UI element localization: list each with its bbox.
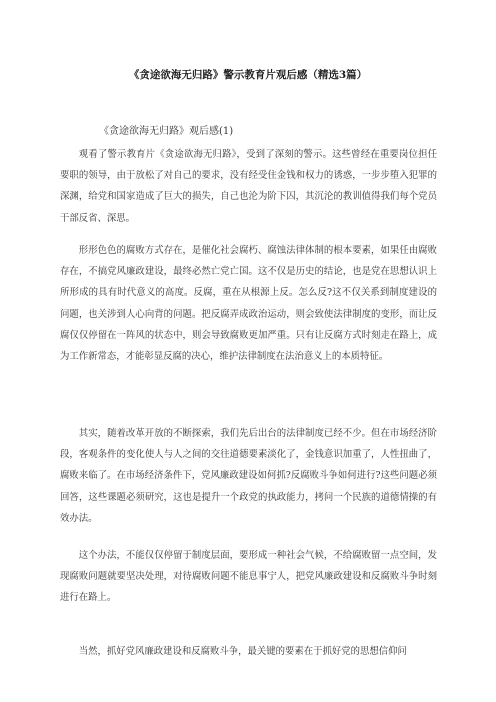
section-heading: 《贪途欲海无归路》观后感(1): [99, 126, 234, 137]
document-title: 《贪途欲海无归路》警示教育片观后感（精选3篇）: [128, 69, 368, 81]
body-paragraph: 其实，随着改革开放的不断探索，我们先后出台的法律制度已经不少。但在市场经济阶段，客观条件的变化使人与人之间的交往道德要素淡化了，金钱意识加重了，人性扭曲了，腐败来临了。在市场经济条件下，党风廉政建设如何抓?反腐败斗争如何进行?这些问题必须回答，这些课题必须研究，这也是提升一个政党的执政能力，拷问一个民族的道德情操的有效办法。: [60, 428, 437, 524]
body-paragraph: 这个办法，不能仅仅停留于制度层面，要形成一种社会气候，不给腐败留一点空间，发现腐败问题就要坚决处理，对待腐败问题不能息事宁人，把党风廉政建设和反腐败斗争时刻进行在路上。: [60, 550, 437, 604]
body-paragraph: 形形色色的腐败方式存在，是催化社会腐朽、腐蚀法律体制的根本要素，如果任由腐败存在，不搞党风廉政建设，最终必然亡党亡国。这不仅是历史的结论，也是党在思想认识上所形成的具有时代意义的高度。反腐，重在从根源上反。怎么反?这不仅关系到制度建设的问题，也关涉到人心向背的问题。把反腐弄成政治运动，则会致使法律制度的变形，而让反腐仅仅停留在一阵风的状态中，则会导致腐败更加严重。只有让反腐方式时刻走在路上，成为工作新常态，才能彰显反腐的决心，维护法律制度在法治意义上的本质特征。: [60, 245, 437, 363]
body-paragraph: 当然，抓好党风廉政建设和反腐败斗争，最关键的要素在于抓好党的思想信仰问: [78, 646, 407, 657]
body-paragraph: 观看了警示教育片《贪途欲海无归路》，受到了深刻的警示。这些曾经在重要岗位担任要职的领导，由于放松了对自己的要求，没有经受住金钱和权力的诱惑，一步步堕入犯罪的深渊，给党和国家造成了巨大的损失，自己也沦为阶下囚，其沉沦的教训值得我们每个党员干部反省、深思。: [60, 149, 437, 224]
